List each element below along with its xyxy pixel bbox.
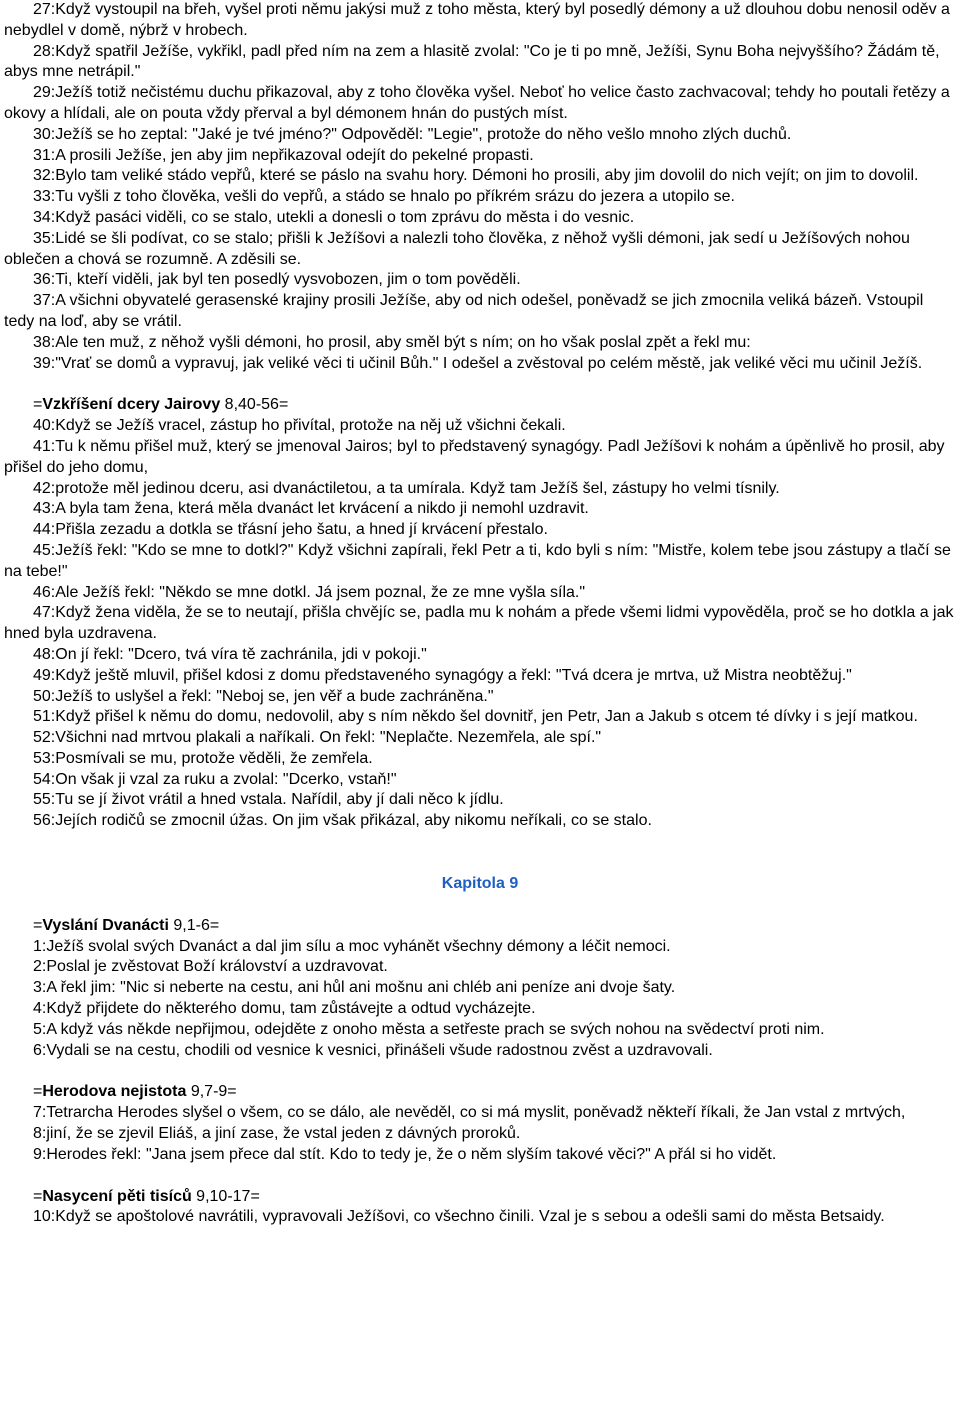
heading-prefix: = xyxy=(33,916,43,934)
section-title: Herodova nejistota xyxy=(42,1083,187,1101)
section-heading xyxy=(4,395,956,416)
verse: 56:Jejích rodičů se zmocnil úžas. On jim však přikázal, aby nikomu neříkali, co se stalo. xyxy=(33,812,652,830)
verse: 28:Když spatřil Ježíše, vykřikl, padl před ním na zem a hlasitě zvolal: "Co je ti po mně, Ježíši, Synu Boha nejvyššího? Žádám tě, abys mne netrápil." xyxy=(4,42,940,81)
verse: 46:Ale Ježíš řekl: "Někdo se mne dotkl. Já jsem poznal, že ze mne vyšla síla." xyxy=(33,583,586,601)
verse: 41:Tu k němu přišel muž, který se jmenoval Jairos; byl to představený synagógy. Padl Ježíšovi k nohám a úpěnlivě ho prosil, aby přišel do jeho domu, xyxy=(4,437,945,476)
spacer xyxy=(4,895,956,916)
verse: 8:jiní, že se zjevil Eliáš, a jiní zase, že vstal jeden z dávných proroků. xyxy=(33,1125,521,1143)
verse: 48:On jí řekl: "Dcero, tvá víra tě zachránila, jdi v pokoji." xyxy=(33,645,427,663)
verse: 52:Všichni nad mrtvou plakali a naříkali. On řekl: "Neplačte. Nezemřela, ale spí." xyxy=(33,729,602,747)
verse: 35:Lidé se šli podívat, co se stalo; přišli k Ježíšovi a nalezli toho člověka, z něhož vyšli démoni, jak sedí u Ježíšových nohou oblečen a chová se rozumně. A zděsili se. xyxy=(4,229,910,268)
verse-group-8-27-39 xyxy=(4,0,956,374)
verse: 32:Bylo tam veliké stádo vepřů, které se páslo na svahu hory. Démoni ho prosili, aby jim dovolil do nich vejít; on jim to dovolil. xyxy=(33,167,919,185)
verse: 53:Posmívali se mu, protože věděli, že zemřela. xyxy=(33,749,373,767)
section-heading xyxy=(4,1187,956,1208)
spacer xyxy=(4,832,956,874)
section-reference: 8,40-56= xyxy=(220,396,289,414)
verse: 51:Když přišel k němu do domu, nedovolil, aby s ním někdo šel dovnitř, jen Petr, Jan a Jakub s otcem té dívky i s její matkou. xyxy=(33,708,918,726)
verse: 3:A řekl jim: "Nic si neberte na cestu, ani hůl ani mošnu ani chléb ani peníze ani dvoje šaty. xyxy=(33,979,676,997)
section-title: Vzkříšení dcery Jairovy xyxy=(42,396,221,414)
verse: 54:On však ji vzal za ruku a zvolal: "Dcerko, vstaň!" xyxy=(33,770,397,788)
verse: 7:Tetrarcha Herodes slyšel o všem, co se dálo, ale nevěděl, co si má myslit, poněvadž někteří říkali, že Jan vstal z mrtvých, xyxy=(33,1104,906,1122)
section-heading xyxy=(4,1082,956,1103)
verse: 10:Když se apoštolové navrátili, vypravovali Ježíšovi, co všechno činili. Vzal je s sebou a odešli sami do města Betsaidy. xyxy=(33,1208,885,1226)
verse: 39:"Vrať se domů a vypravuj, jak veliké věci ti učinil Bůh." I odešel a zvěstoval po celém městě, jak veliké věci mu učinil Ježíš. xyxy=(33,354,923,372)
verse: 29:Ježíš totiž nečistému duchu přikazoval, aby z toho člověka vyšel. Neboť ho velice často zachvacoval; tehdy ho poutali řetězy a okovy a hlídali, ale on pouta vždy přerval a byl démonem hnán do pustých míst. xyxy=(4,84,950,122)
verse: 4:Když přijdete do některého domu, tam zůstávejte a odtud vycházejte. xyxy=(33,1000,536,1018)
verse: 5:A když vás někde nepřijmou, odejděte z onoho města a setřeste prach se svých nohou na svědectví proti nim. xyxy=(33,1020,825,1038)
section-heading xyxy=(4,916,956,937)
section-sending-twelve xyxy=(4,916,956,1062)
section-herod-uncertainty xyxy=(4,1082,956,1165)
section-title: Vyslání Dvanácti xyxy=(42,916,169,934)
chapter-heading: Kapitola 9 xyxy=(441,875,519,893)
section-jairus-daughter xyxy=(4,395,956,832)
verse: 1:Ježíš svolal svých Dvanáct a dal jim sílu a moc vyhánět všechny démony a léčit nemoci. xyxy=(33,937,671,955)
verse: 49:Když ještě mluvil, přišel kdosi z domu představeného synagógy a řekl: "Tvá dcera je mrtva, už Mistra neobtěžuj." xyxy=(33,666,852,684)
verse: 34:Když pasáci viděli, co se stalo, utekli a donesli o tom zprávu do města i do vesnic. xyxy=(33,208,635,226)
heading-prefix: = xyxy=(33,1083,43,1101)
verse: 9:Herodes řekl: "Jana jsem přece dal stít. Kdo to tedy je, že o něm slyším takové věci?" A přál si ho vidět. xyxy=(33,1145,777,1163)
verse: 45:Ježíš řekl: "Kdo se mne to dotkl?" Když všichni zapírali, řekl Petr a ti, kdo byli s ním: "Mistře, kolem tebe jsou zástupy a tlačí se na tebe!" xyxy=(4,541,951,580)
verse: 40:Když se Ježíš vracel, zástup ho přivítal, protože na něj už všichni čekali. xyxy=(33,417,566,435)
section-feeding-five-thousand xyxy=(4,1187,956,1229)
verse: 47:Když žena viděla, že se to neutají, přišla chvějíc se, padla mu k nohám a přede všemi lidmi vypověděla, proč se ho dotkla a jak hned byla uzdravena. xyxy=(4,604,954,643)
section-title: Nasycení pěti tisíců xyxy=(42,1187,192,1205)
section-reference: 9,10-17= xyxy=(191,1187,260,1205)
verse: 43:A byla tam žena, která měla dvanáct let krvácení a nikdo ji nemohl uzdravit. xyxy=(33,500,589,518)
verse: 2:Poslal je zvěstovat Boží království a uzdravovat. xyxy=(33,958,388,976)
spacer xyxy=(4,1166,956,1187)
verse: 55:Tu se jí život vrátil a hned vstala. Nařídil, aby jí dali něco k jídlu. xyxy=(33,791,504,809)
verse: 37:A všichni obyvatelé gerasenské krajiny prosili Ježíše, aby od nich odešel, poněvadž se jich zmocnila veliká bázeň. Vstoupil tedy na loď, aby se vrátil. xyxy=(4,292,924,330)
section-reference: 9,1-6= xyxy=(168,916,220,934)
spacer xyxy=(4,374,956,395)
verse: 31:A prosili Ježíše, jen aby jim nepřikazoval odejít do pekelné propasti. xyxy=(33,146,534,164)
verse: 30:Ježíš se ho zeptal: "Jaké je tvé jméno?" Odpověděl: "Legie", protože do něho vešlo mnoho zlých duchů. xyxy=(33,125,792,143)
verse: 27:Když vystoupil na břeh, vyšel proti němu jakýsi muž z toho města, který byl posedlý démony a už dlouhou dobu nenosil oděv a nebydlel v domě, nýbrž v hrobech. xyxy=(4,1,950,39)
verse: 36:Ti, kteří viděli, jak byl ten posedlý vysvobozen, jim o tom pověděli. xyxy=(33,271,521,289)
spacer xyxy=(4,1061,956,1082)
section-reference: 9,7-9= xyxy=(186,1083,237,1101)
verse: 6:Vydali se na cestu, chodili od vesnice k vesnici, přinášeli všude radostnou zvěst a uzdravovali. xyxy=(33,1041,713,1059)
heading-prefix: = xyxy=(33,396,43,414)
verse: 44:Přišla zezadu a dotkla se třásní jeho šatu, a hned jí krvácení přestalo. xyxy=(33,521,548,539)
verse: 38:Ale ten muž, z něhož vyšli démoni, ho prosil, aby směl být s ním; on ho však poslal zpět a řekl mu: xyxy=(33,333,751,351)
verse: 33:Tu vyšli z toho člověka, vešli do vepřů, a stádo se hnalo po příkrém srázu do jezera a utopilo se. xyxy=(33,188,735,206)
heading-prefix: = xyxy=(33,1187,43,1205)
verse: 50:Ježíš to uslyšel a řekl: "Neboj se, jen věř a bude zachráněna." xyxy=(33,687,494,705)
verse: 42:protože měl jedinou dceru, asi dvanáctiletou, a ta umírala. Když tam Ježíš šel, zástupy ho velmi tísnily. xyxy=(33,479,780,497)
